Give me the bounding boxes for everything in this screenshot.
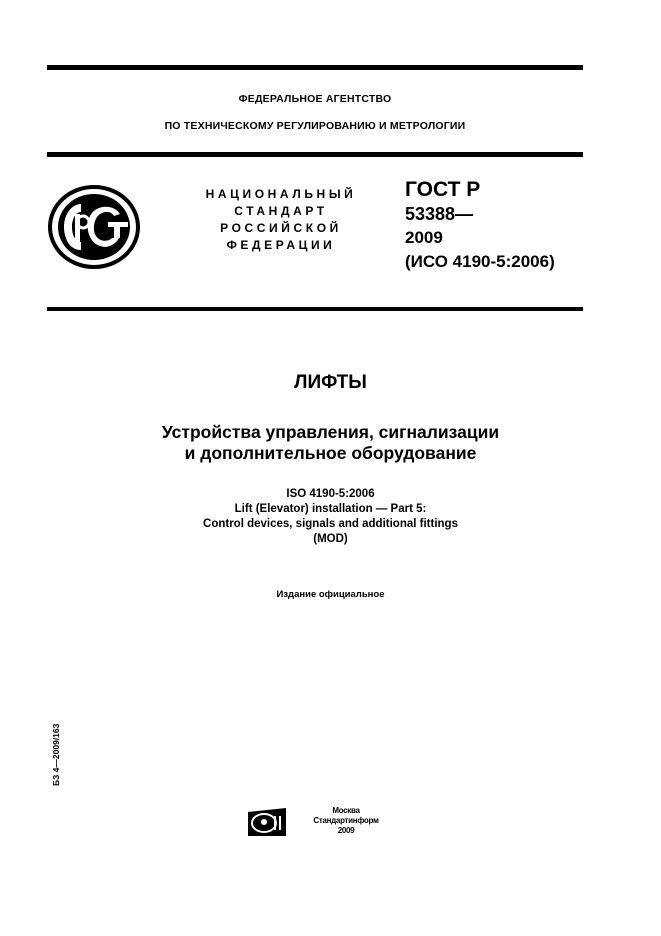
document-title: ЛИФТЫ xyxy=(294,372,367,393)
document-subtitle xyxy=(0,422,661,464)
header-rule xyxy=(47,152,583,157)
publisher-name: Стандартинформ xyxy=(313,816,379,825)
standard-designation xyxy=(405,178,555,274)
iso-line-1: ISO 4190-5:2006 xyxy=(286,488,375,500)
standartinform-logo-icon xyxy=(246,806,290,838)
header-bottom-rule xyxy=(47,307,583,311)
publisher-city: Москва xyxy=(332,806,360,815)
iso-line-2: Lift (Elevator) installation — Part 5: xyxy=(234,503,427,515)
agency-name-line-1: ФЕДЕРАЛЬНОЕ АГЕНТСТВО xyxy=(238,93,392,105)
subtitle-line-1: Устройства управления, сигнализации xyxy=(161,422,500,442)
agency-name-line-2: ПО ТЕХНИЧЕСКОМУ РЕГУЛИРОВАНИЮ И МЕТРОЛОГИИ xyxy=(164,120,466,132)
national-standard-label xyxy=(196,186,366,254)
designation-line-4: (ИСО 4190-5:2006) xyxy=(405,252,555,271)
publisher-year: 2009 xyxy=(337,826,355,835)
side-code-text: БЗ 4—2009/163 xyxy=(51,723,61,786)
iso-reference xyxy=(0,487,661,547)
designation-line-3: 2009 xyxy=(405,228,443,247)
publisher-info xyxy=(296,806,396,836)
top-rule xyxy=(47,65,583,70)
national-standard-line-3: РОССИЙСКОЙ xyxy=(220,221,342,235)
designation-line-2: 53388— xyxy=(405,204,474,224)
iso-line-3: Control devices, signals and additional fittings xyxy=(203,518,458,530)
national-standard-line-2: СТАНДАРТ xyxy=(234,204,328,218)
iso-line-4: (MOD) xyxy=(313,533,348,545)
edition-label: Издание официальное xyxy=(276,589,385,600)
designation-line-1: ГОСТ Р xyxy=(405,178,481,201)
national-standard-line-4: ФЕДЕРАЦИИ xyxy=(226,238,336,252)
national-standard-line-1: НАЦИОНАЛЬНЫЙ xyxy=(205,187,357,201)
gost-r-logo-icon xyxy=(48,184,140,270)
subtitle-line-2: и дополнительное оборудование xyxy=(184,443,477,463)
